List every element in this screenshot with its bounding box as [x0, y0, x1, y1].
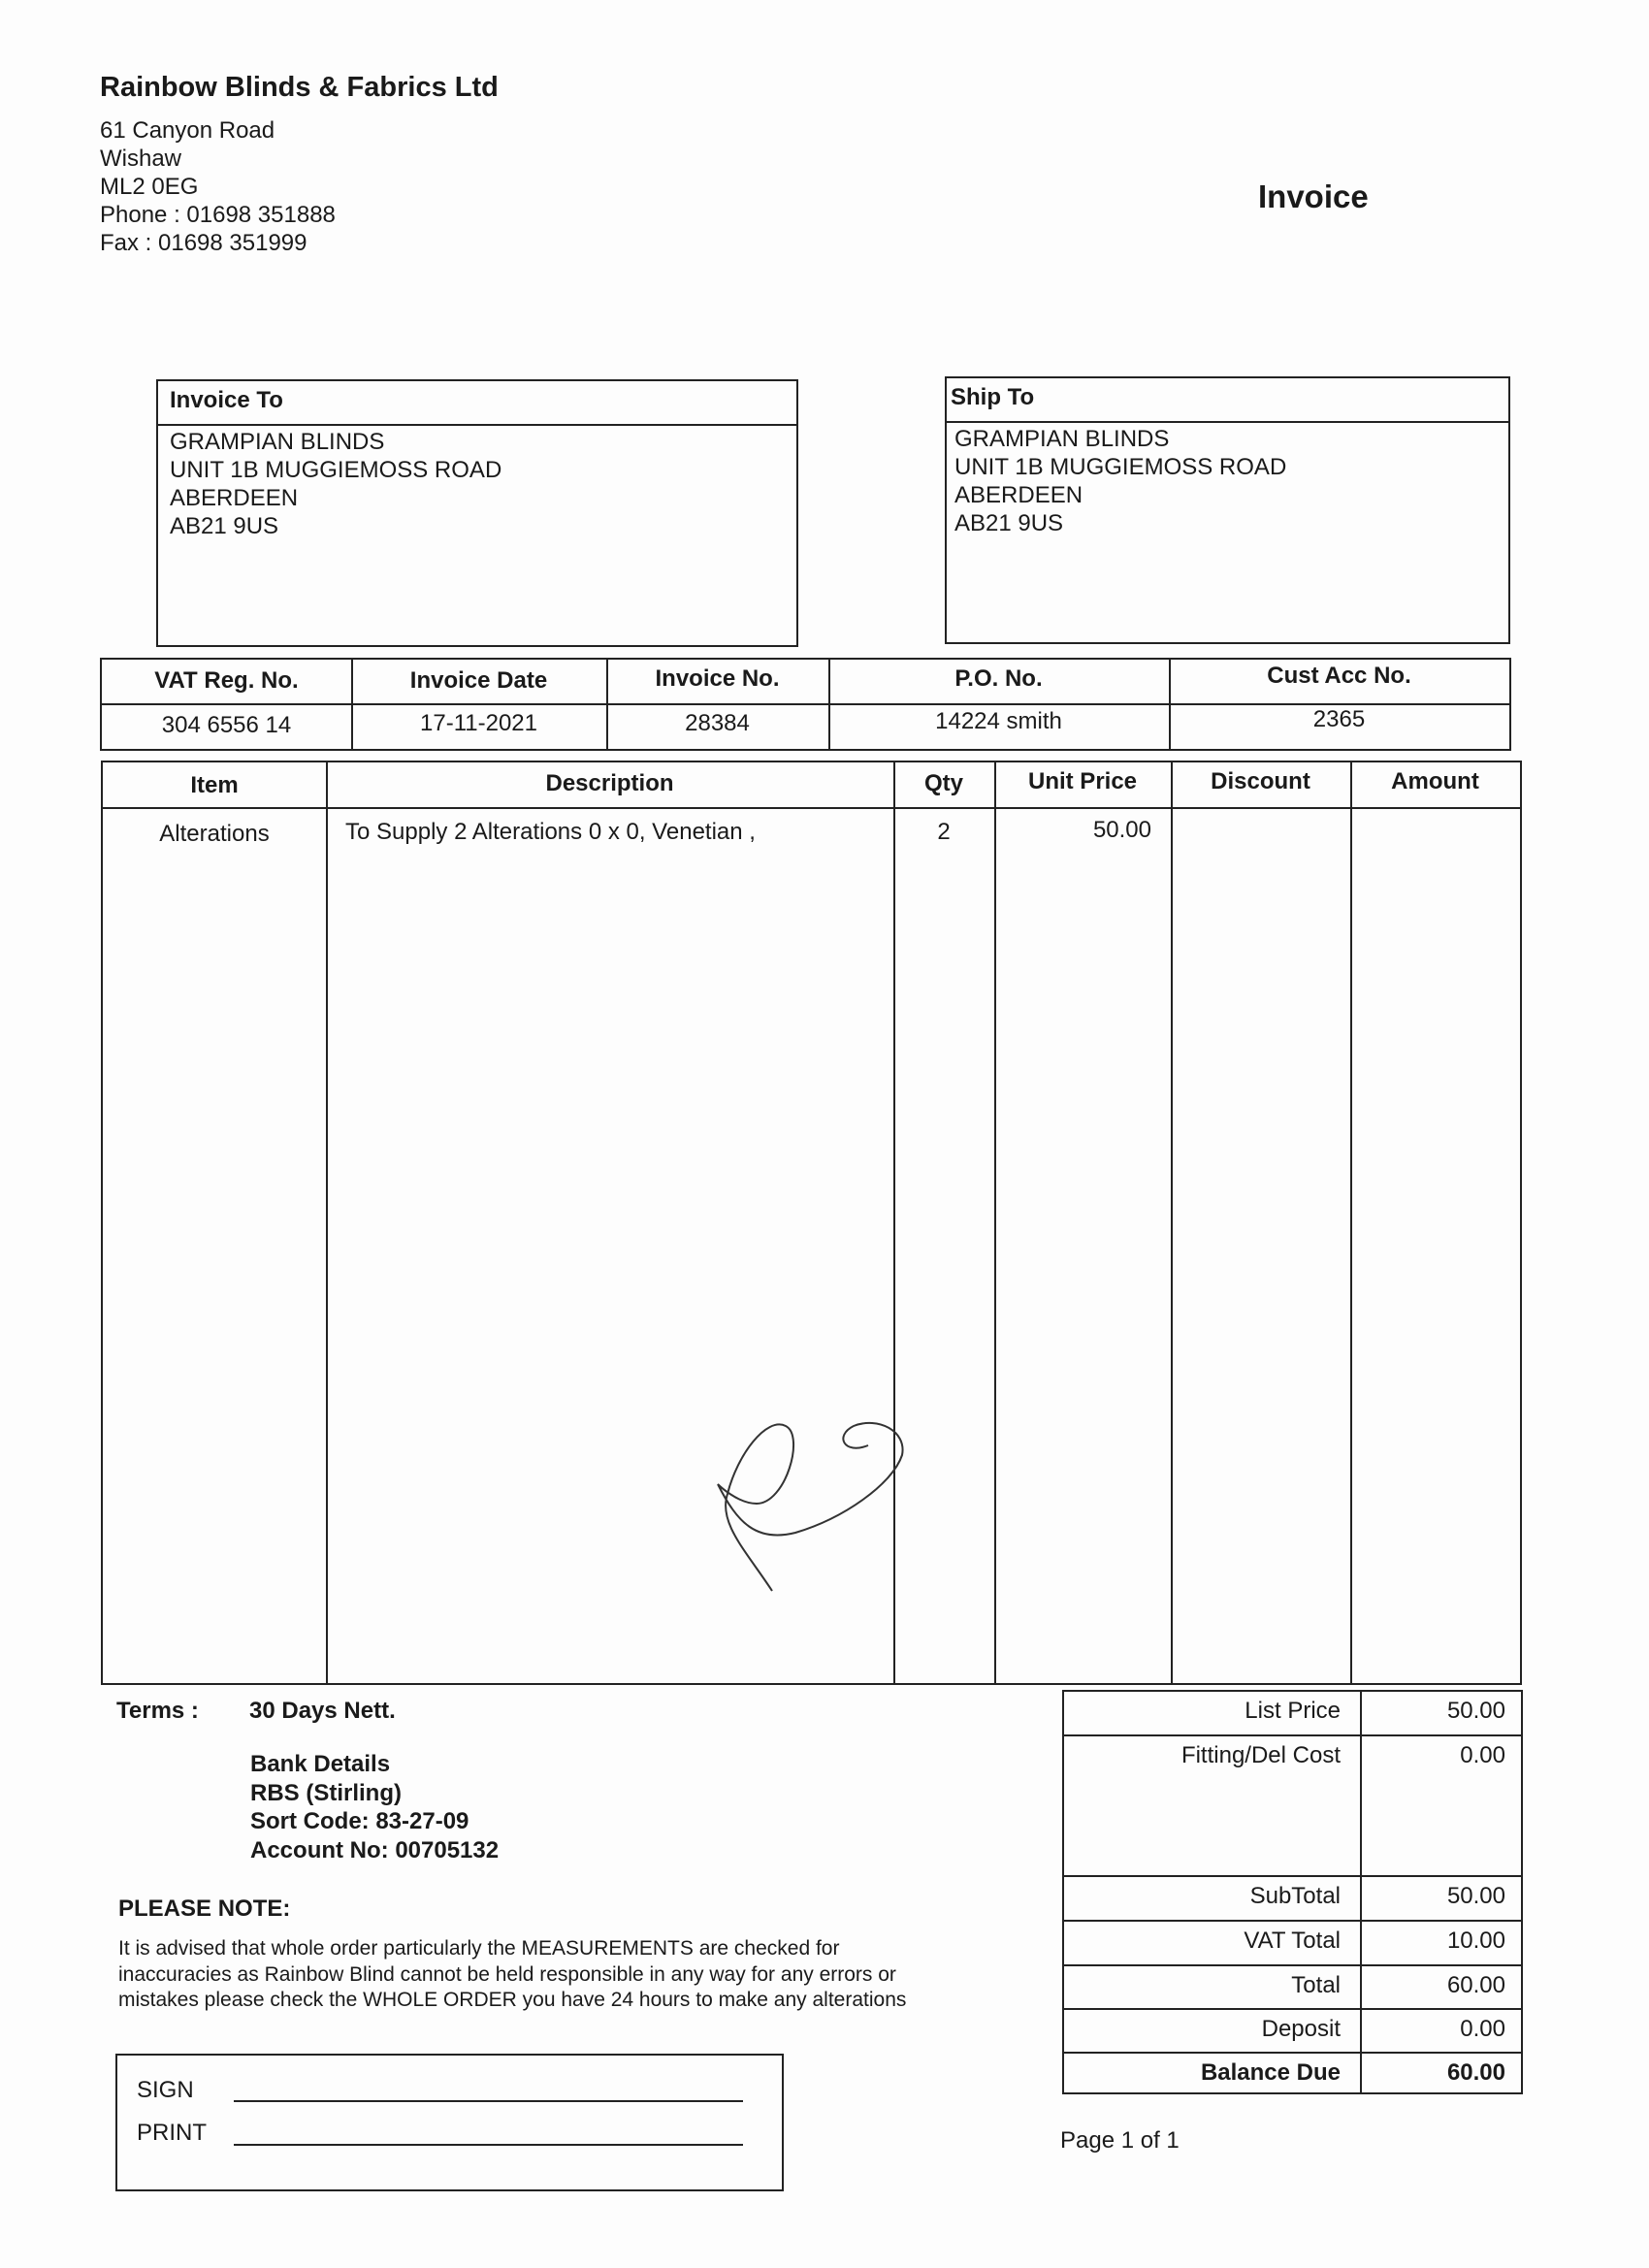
totals-table: [1062, 1690, 1523, 2094]
invoice-date-value: 17-11-2021: [420, 710, 537, 736]
address-line: Wishaw: [100, 146, 182, 172]
totals-label: Total: [1291, 1972, 1341, 1998]
description-header: Description: [545, 770, 674, 796]
invoice-to-box: [156, 379, 798, 647]
sign-label: SIGN: [137, 2077, 194, 2103]
ship-to-line: AB21 9US: [954, 510, 1064, 536]
invoice-to-line: GRAMPIAN BLINDS: [170, 429, 385, 455]
unit-price-header: Unit Price: [1027, 768, 1138, 794]
company-fax: Fax : 01698 351999: [100, 230, 307, 256]
totals-label: VAT Total: [1244, 1928, 1341, 1954]
invoice-to-line: ABERDEEN: [170, 485, 299, 511]
totals-value: 10.00: [1446, 1928, 1505, 1954]
discount-header: Discount: [1211, 768, 1310, 794]
description-cell: To Supply 2 Alterations 0 x 0, Venetian ,: [345, 819, 756, 845]
invoice-no-header: Invoice No.: [655, 665, 780, 692]
page-number: Page 1 of 1: [1060, 2127, 1180, 2154]
totals-value: 50.00: [1446, 1883, 1505, 1909]
cust-acc-header: Cust Acc No.: [1267, 663, 1411, 689]
invoice-to-line: UNIT 1B MUGGIEMOSS ROAD: [170, 457, 502, 483]
vat-reg-header: VAT Reg. No.: [154, 667, 299, 694]
invoice-date-header: Invoice Date: [409, 667, 548, 694]
unit-price-cell: 50.00: [1092, 817, 1151, 843]
please-note-text: [118, 1936, 906, 2014]
invoice-to-label: Invoice To: [170, 387, 283, 413]
company-phone: Phone : 01698 351888: [100, 202, 336, 228]
totals-label: Balance Due: [1200, 2059, 1341, 2086]
please-note-title: PLEASE NOTE:: [118, 1895, 291, 1922]
totals-value: 0.00: [1460, 2016, 1505, 2042]
totals-label: Deposit: [1261, 2016, 1341, 2042]
bank-details: [250, 1750, 499, 1864]
company-address: [100, 116, 336, 257]
document-title: Invoice: [1258, 178, 1369, 214]
ship-to-line: UNIT 1B MUGGIEMOSS ROAD: [954, 454, 1287, 480]
invoice-to-line: AB21 9US: [170, 513, 279, 539]
po-no-header: P.O. No.: [954, 665, 1043, 692]
totals-value: 0.00: [1460, 1742, 1505, 1768]
bank-details-title: Bank Details: [250, 1751, 391, 1777]
note-line: mistakes please check the WHOLE ORDER you have 24 hours to make any alterations: [118, 1989, 907, 2011]
item-header: Item: [190, 772, 239, 798]
ship-to-line: GRAMPIAN BLINDS: [954, 426, 1170, 452]
ship-to-line: ABERDEEN: [954, 482, 1083, 508]
sign-box: [115, 2054, 784, 2191]
sign-line[interactable]: [234, 2100, 743, 2102]
print-label: PRINT: [137, 2120, 207, 2146]
company-name: Rainbow Blinds & Fabrics Ltd: [100, 72, 499, 103]
invoice-no-value: 28384: [685, 710, 750, 736]
bank-name: RBS (Stirling): [250, 1779, 402, 1806]
totals-value: 50.00: [1446, 1698, 1505, 1724]
address-line: ML2 0EG: [100, 174, 199, 200]
note-line: inaccuracies as Rainbow Blind cannot be held responsible in any way for any errors or: [118, 1962, 896, 1986]
totals-label: Fitting/Del Cost: [1180, 1742, 1341, 1768]
invoice-info-table: [100, 658, 1511, 751]
terms-value: 30 Days Nett.: [249, 1698, 396, 1724]
print-line[interactable]: [234, 2144, 743, 2146]
totals-label: SubTotal: [1249, 1883, 1341, 1909]
cust-acc-value: 2365: [1312, 706, 1366, 732]
note-line: It is advised that whole order particularly the MEASUREMENTS are checked for: [118, 1937, 840, 1960]
address-line: 61 Canyon Road: [100, 117, 275, 144]
ship-to-label: Ship To: [951, 384, 1035, 410]
po-no-value: 14224 smith: [935, 708, 1062, 734]
qty-cell: 2: [937, 819, 951, 845]
totals-label: List Price: [1245, 1698, 1341, 1724]
account-no: Account No: 00705132: [250, 1836, 500, 1863]
item-cell: Alterations: [159, 821, 270, 847]
sort-code: Sort Code: 83-27-09: [250, 1808, 469, 1834]
vat-reg-value: 304 6556 14: [161, 712, 292, 738]
qty-header: Qty: [923, 770, 963, 796]
ship-to-box: [945, 376, 1510, 644]
signature-scribble: [698, 1397, 912, 1601]
amount-header: Amount: [1391, 768, 1479, 794]
totals-value: 60.00: [1446, 1972, 1505, 1998]
terms-label: Terms :: [116, 1698, 199, 1724]
totals-value: 60.00: [1446, 2059, 1505, 2086]
